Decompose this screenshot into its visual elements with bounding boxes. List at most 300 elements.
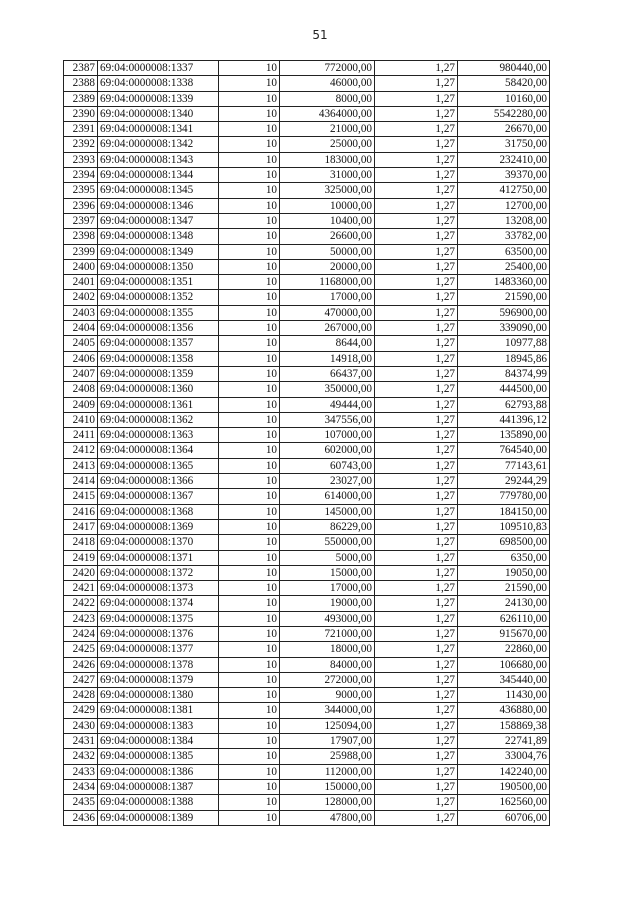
table-row bbox=[64, 764, 550, 779]
total-cell: 33782,00 bbox=[458, 229, 550, 244]
coefficient-cell: 1,27 bbox=[375, 458, 458, 473]
coefficient-cell: 1,27 bbox=[375, 290, 458, 305]
row-number-cell: 2418 bbox=[64, 535, 98, 550]
coefficient-cell: 1,27 bbox=[375, 244, 458, 259]
coefficient-cell: 1,27 bbox=[375, 382, 458, 397]
coefficient-cell: 1,27 bbox=[375, 764, 458, 779]
table-row bbox=[64, 106, 550, 121]
coefficient-cell: 1,27 bbox=[375, 581, 458, 596]
row-number-cell: 2421 bbox=[64, 581, 98, 596]
row-number-cell: 2399 bbox=[64, 244, 98, 259]
cadastral-value-cell: 20000,00 bbox=[280, 259, 375, 274]
rate-cell: 10 bbox=[219, 474, 280, 489]
row-number-cell: 2395 bbox=[64, 183, 98, 198]
cadastral-value-cell: 26600,00 bbox=[280, 229, 375, 244]
total-cell: 58420,00 bbox=[458, 76, 550, 91]
row-number-cell: 2411 bbox=[64, 428, 98, 443]
rate-cell: 10 bbox=[219, 443, 280, 458]
table-row bbox=[64, 458, 550, 473]
cadastral-number-cell: 69:04:0000008:1365 bbox=[98, 458, 219, 473]
rate-cell: 10 bbox=[219, 122, 280, 137]
coefficient-cell: 1,27 bbox=[375, 703, 458, 718]
rate-cell: 10 bbox=[219, 764, 280, 779]
cadastral-value-cell: 550000,00 bbox=[280, 535, 375, 550]
cadastral-number-cell: 69:04:0000008:1355 bbox=[98, 305, 219, 320]
cadastral-value-cell: 614000,00 bbox=[280, 489, 375, 504]
cadastral-value-cell: 325000,00 bbox=[280, 183, 375, 198]
cadastral-number-cell: 69:04:0000008:1386 bbox=[98, 764, 219, 779]
total-cell: 6350,00 bbox=[458, 550, 550, 565]
total-cell: 29244,29 bbox=[458, 474, 550, 489]
cadastral-number-cell: 69:04:0000008:1343 bbox=[98, 152, 219, 167]
row-number-cell: 2429 bbox=[64, 703, 98, 718]
cadastral-value-cell: 8644,00 bbox=[280, 336, 375, 351]
rate-cell: 10 bbox=[219, 565, 280, 580]
table-row bbox=[64, 61, 550, 76]
table-row bbox=[64, 642, 550, 657]
row-number-cell: 2388 bbox=[64, 76, 98, 91]
coefficient-cell: 1,27 bbox=[375, 489, 458, 504]
total-cell: 444500,00 bbox=[458, 382, 550, 397]
cadastral-value-cell: 107000,00 bbox=[280, 428, 375, 443]
rate-cell: 10 bbox=[219, 672, 280, 687]
total-cell: 626110,00 bbox=[458, 611, 550, 626]
total-cell: 915670,00 bbox=[458, 626, 550, 641]
cadastral-value-cell: 10000,00 bbox=[280, 198, 375, 213]
cadastral-value-cell: 49444,00 bbox=[280, 397, 375, 412]
coefficient-cell: 1,27 bbox=[375, 428, 458, 443]
row-number-cell: 2409 bbox=[64, 397, 98, 412]
cadastral-value-cell: 66437,00 bbox=[280, 366, 375, 381]
table-row bbox=[64, 749, 550, 764]
total-cell: 190500,00 bbox=[458, 779, 550, 794]
total-cell: 162560,00 bbox=[458, 795, 550, 810]
table-row bbox=[64, 657, 550, 672]
cadastral-value-cell: 347556,00 bbox=[280, 412, 375, 427]
row-number-cell: 2432 bbox=[64, 749, 98, 764]
cadastral-number-cell: 69:04:0000008:1373 bbox=[98, 581, 219, 596]
table-row bbox=[64, 122, 550, 137]
total-cell: 339090,00 bbox=[458, 321, 550, 336]
coefficient-cell: 1,27 bbox=[375, 672, 458, 687]
row-number-cell: 2436 bbox=[64, 810, 98, 825]
total-cell: 5542280,00 bbox=[458, 106, 550, 121]
cadastral-number-cell: 69:04:0000008:1367 bbox=[98, 489, 219, 504]
rate-cell: 10 bbox=[219, 382, 280, 397]
coefficient-cell: 1,27 bbox=[375, 611, 458, 626]
cadastral-number-cell: 69:04:0000008:1385 bbox=[98, 749, 219, 764]
total-cell: 345440,00 bbox=[458, 672, 550, 687]
rate-cell: 10 bbox=[219, 76, 280, 91]
table-row bbox=[64, 810, 550, 825]
rate-cell: 10 bbox=[219, 688, 280, 703]
row-number-cell: 2414 bbox=[64, 474, 98, 489]
table-row bbox=[64, 474, 550, 489]
row-number-cell: 2401 bbox=[64, 275, 98, 290]
table-row bbox=[64, 198, 550, 213]
row-number-cell: 2405 bbox=[64, 336, 98, 351]
cadastral-number-cell: 69:04:0000008:1371 bbox=[98, 550, 219, 565]
rate-cell: 10 bbox=[219, 734, 280, 749]
rate-cell: 10 bbox=[219, 519, 280, 534]
table-row bbox=[64, 183, 550, 198]
rate-cell: 10 bbox=[219, 749, 280, 764]
cadastral-number-cell: 69:04:0000008:1370 bbox=[98, 535, 219, 550]
table-row bbox=[64, 275, 550, 290]
total-cell: 77143,61 bbox=[458, 458, 550, 473]
cadastral-value-cell: 25988,00 bbox=[280, 749, 375, 764]
total-cell: 21590,00 bbox=[458, 290, 550, 305]
table-row bbox=[64, 779, 550, 794]
total-cell: 11430,00 bbox=[458, 688, 550, 703]
cadastral-value-cell: 344000,00 bbox=[280, 703, 375, 718]
row-number-cell: 2398 bbox=[64, 229, 98, 244]
total-cell: 12700,00 bbox=[458, 198, 550, 213]
coefficient-cell: 1,27 bbox=[375, 168, 458, 183]
row-number-cell: 2393 bbox=[64, 152, 98, 167]
table-row bbox=[64, 581, 550, 596]
row-number-cell: 2417 bbox=[64, 519, 98, 534]
coefficient-cell: 1,27 bbox=[375, 137, 458, 152]
coefficient-cell: 1,27 bbox=[375, 76, 458, 91]
table-row bbox=[64, 152, 550, 167]
row-number-cell: 2403 bbox=[64, 305, 98, 320]
row-number-cell: 2402 bbox=[64, 290, 98, 305]
table-row bbox=[64, 688, 550, 703]
total-cell: 779780,00 bbox=[458, 489, 550, 504]
total-cell: 84374,99 bbox=[458, 366, 550, 381]
table-row bbox=[64, 290, 550, 305]
total-cell: 106680,00 bbox=[458, 657, 550, 672]
rate-cell: 10 bbox=[219, 795, 280, 810]
cadastral-value-cell: 15000,00 bbox=[280, 565, 375, 580]
total-cell: 13208,00 bbox=[458, 213, 550, 228]
rate-cell: 10 bbox=[219, 535, 280, 550]
table-row bbox=[64, 428, 550, 443]
coefficient-cell: 1,27 bbox=[375, 657, 458, 672]
cadastral-number-cell: 69:04:0000008:1368 bbox=[98, 504, 219, 519]
row-number-cell: 2428 bbox=[64, 688, 98, 703]
table-row bbox=[64, 734, 550, 749]
cadastral-number-cell: 69:04:0000008:1341 bbox=[98, 122, 219, 137]
cadastral-value-cell: 86229,00 bbox=[280, 519, 375, 534]
rate-cell: 10 bbox=[219, 810, 280, 825]
cadastral-number-cell: 69:04:0000008:1369 bbox=[98, 519, 219, 534]
total-cell: 232410,00 bbox=[458, 152, 550, 167]
coefficient-cell: 1,27 bbox=[375, 213, 458, 228]
table-row bbox=[64, 91, 550, 106]
total-cell: 412750,00 bbox=[458, 183, 550, 198]
cadastral-number-cell: 69:04:0000008:1359 bbox=[98, 366, 219, 381]
coefficient-cell: 1,27 bbox=[375, 474, 458, 489]
cadastral-value-cell: 350000,00 bbox=[280, 382, 375, 397]
rate-cell: 10 bbox=[219, 137, 280, 152]
cadastral-value-cell: 267000,00 bbox=[280, 321, 375, 336]
page-number: 51 bbox=[312, 28, 328, 42]
row-number-cell: 2400 bbox=[64, 259, 98, 274]
table-row bbox=[64, 244, 550, 259]
cadastral-number-cell: 69:04:0000008:1378 bbox=[98, 657, 219, 672]
row-number-cell: 2419 bbox=[64, 550, 98, 565]
cadastral-value-cell: 50000,00 bbox=[280, 244, 375, 259]
total-cell: 24130,00 bbox=[458, 596, 550, 611]
cadastral-number-cell: 69:04:0000008:1383 bbox=[98, 718, 219, 733]
row-number-cell: 2407 bbox=[64, 366, 98, 381]
cadastral-value-cell: 31000,00 bbox=[280, 168, 375, 183]
total-cell: 33004,76 bbox=[458, 749, 550, 764]
cadastral-number-cell: 69:04:0000008:1384 bbox=[98, 734, 219, 749]
cadastral-value-cell: 23027,00 bbox=[280, 474, 375, 489]
cadastral-number-cell: 69:04:0000008:1361 bbox=[98, 397, 219, 412]
cadastral-value-cell: 84000,00 bbox=[280, 657, 375, 672]
total-cell: 441396,12 bbox=[458, 412, 550, 427]
rate-cell: 10 bbox=[219, 703, 280, 718]
coefficient-cell: 1,27 bbox=[375, 229, 458, 244]
cadastral-value-cell: 150000,00 bbox=[280, 779, 375, 794]
cadastral-number-cell: 69:04:0000008:1375 bbox=[98, 611, 219, 626]
cadastral-value-cell: 19000,00 bbox=[280, 596, 375, 611]
coefficient-cell: 1,27 bbox=[375, 779, 458, 794]
table-row bbox=[64, 382, 550, 397]
cadastral-number-cell: 69:04:0000008:1377 bbox=[98, 642, 219, 657]
row-number-cell: 2415 bbox=[64, 489, 98, 504]
table-row bbox=[64, 489, 550, 504]
cadastral-number-cell: 69:04:0000008:1350 bbox=[98, 259, 219, 274]
table-row bbox=[64, 229, 550, 244]
cadastral-number-cell: 69:04:0000008:1339 bbox=[98, 91, 219, 106]
table-row bbox=[64, 305, 550, 320]
cadastral-number-cell: 69:04:0000008:1347 bbox=[98, 213, 219, 228]
rate-cell: 10 bbox=[219, 718, 280, 733]
coefficient-cell: 1,27 bbox=[375, 122, 458, 137]
total-cell: 436880,00 bbox=[458, 703, 550, 718]
total-cell: 62793,88 bbox=[458, 397, 550, 412]
coefficient-cell: 1,27 bbox=[375, 795, 458, 810]
total-cell: 10160,00 bbox=[458, 91, 550, 106]
coefficient-cell: 1,27 bbox=[375, 275, 458, 290]
table-row bbox=[64, 213, 550, 228]
rate-cell: 10 bbox=[219, 489, 280, 504]
coefficient-cell: 1,27 bbox=[375, 565, 458, 580]
cadastral-number-cell: 69:04:0000008:1345 bbox=[98, 183, 219, 198]
row-number-cell: 2435 bbox=[64, 795, 98, 810]
coefficient-cell: 1,27 bbox=[375, 550, 458, 565]
total-cell: 10977,88 bbox=[458, 336, 550, 351]
total-cell: 22741,89 bbox=[458, 734, 550, 749]
rate-cell: 10 bbox=[219, 183, 280, 198]
rate-cell: 10 bbox=[219, 397, 280, 412]
coefficient-cell: 1,27 bbox=[375, 688, 458, 703]
cadastral-value-cell: 470000,00 bbox=[280, 305, 375, 320]
rate-cell: 10 bbox=[219, 642, 280, 657]
cadastral-value-cell: 145000,00 bbox=[280, 504, 375, 519]
coefficient-cell: 1,27 bbox=[375, 718, 458, 733]
row-number-cell: 2416 bbox=[64, 504, 98, 519]
coefficient-cell: 1,27 bbox=[375, 183, 458, 198]
coefficient-cell: 1,27 bbox=[375, 596, 458, 611]
rate-cell: 10 bbox=[219, 581, 280, 596]
cadastral-number-cell: 69:04:0000008:1360 bbox=[98, 382, 219, 397]
table-row bbox=[64, 504, 550, 519]
total-cell: 1483360,00 bbox=[458, 275, 550, 290]
row-number-cell: 2392 bbox=[64, 137, 98, 152]
table-row bbox=[64, 336, 550, 351]
cadastral-number-cell: 69:04:0000008:1363 bbox=[98, 428, 219, 443]
cadastral-value-cell: 21000,00 bbox=[280, 122, 375, 137]
coefficient-cell: 1,27 bbox=[375, 351, 458, 366]
row-number-cell: 2410 bbox=[64, 412, 98, 427]
total-cell: 31750,00 bbox=[458, 137, 550, 152]
total-cell: 25400,00 bbox=[458, 259, 550, 274]
rate-cell: 10 bbox=[219, 611, 280, 626]
cadastral-number-cell: 69:04:0000008:1376 bbox=[98, 626, 219, 641]
total-cell: 158869,38 bbox=[458, 718, 550, 733]
total-cell: 63500,00 bbox=[458, 244, 550, 259]
cadastral-number-cell: 69:04:0000008:1366 bbox=[98, 474, 219, 489]
cadastral-value-cell: 112000,00 bbox=[280, 764, 375, 779]
rate-cell: 10 bbox=[219, 61, 280, 76]
total-cell: 22860,00 bbox=[458, 642, 550, 657]
cadastral-value-cell: 14918,00 bbox=[280, 351, 375, 366]
rate-cell: 10 bbox=[219, 336, 280, 351]
table-body bbox=[64, 61, 550, 826]
row-number-cell: 2408 bbox=[64, 382, 98, 397]
coefficient-cell: 1,27 bbox=[375, 626, 458, 641]
row-number-cell: 2420 bbox=[64, 565, 98, 580]
cadastral-number-cell: 69:04:0000008:1351 bbox=[98, 275, 219, 290]
row-number-cell: 2424 bbox=[64, 626, 98, 641]
row-number-cell: 2397 bbox=[64, 213, 98, 228]
coefficient-cell: 1,27 bbox=[375, 91, 458, 106]
total-cell: 184150,00 bbox=[458, 504, 550, 519]
table-row bbox=[64, 703, 550, 718]
coefficient-cell: 1,27 bbox=[375, 504, 458, 519]
cadastral-value-cell: 8000,00 bbox=[280, 91, 375, 106]
row-number-cell: 2423 bbox=[64, 611, 98, 626]
rate-cell: 10 bbox=[219, 351, 280, 366]
rate-cell: 10 bbox=[219, 458, 280, 473]
rate-cell: 10 bbox=[219, 106, 280, 121]
table-row bbox=[64, 397, 550, 412]
rate-cell: 10 bbox=[219, 366, 280, 381]
cadastral-value-cell: 5000,00 bbox=[280, 550, 375, 565]
rate-cell: 10 bbox=[219, 626, 280, 641]
cadastral-number-cell: 69:04:0000008:1344 bbox=[98, 168, 219, 183]
cadastral-value-cell: 1168000,00 bbox=[280, 275, 375, 290]
row-number-cell: 2431 bbox=[64, 734, 98, 749]
rate-cell: 10 bbox=[219, 779, 280, 794]
total-cell: 596900,00 bbox=[458, 305, 550, 320]
rate-cell: 10 bbox=[219, 259, 280, 274]
rate-cell: 10 bbox=[219, 305, 280, 320]
cadastral-number-cell: 69:04:0000008:1337 bbox=[98, 61, 219, 76]
cadastral-value-cell: 272000,00 bbox=[280, 672, 375, 687]
rate-cell: 10 bbox=[219, 91, 280, 106]
coefficient-cell: 1,27 bbox=[375, 259, 458, 274]
cadastral-number-cell: 69:04:0000008:1387 bbox=[98, 779, 219, 794]
cadastral-value-cell: 721000,00 bbox=[280, 626, 375, 641]
table-row bbox=[64, 321, 550, 336]
table-row bbox=[64, 565, 550, 580]
cadastral-number-cell: 69:04:0000008:1357 bbox=[98, 336, 219, 351]
cadastral-value-cell: 183000,00 bbox=[280, 152, 375, 167]
coefficient-cell: 1,27 bbox=[375, 152, 458, 167]
total-cell: 60706,00 bbox=[458, 810, 550, 825]
table-row bbox=[64, 795, 550, 810]
rate-cell: 10 bbox=[219, 213, 280, 228]
cadastral-value-cell: 47800,00 bbox=[280, 810, 375, 825]
total-cell: 19050,00 bbox=[458, 565, 550, 580]
cadastral-number-cell: 69:04:0000008:1362 bbox=[98, 412, 219, 427]
row-number-cell: 2433 bbox=[64, 764, 98, 779]
coefficient-cell: 1,27 bbox=[375, 397, 458, 412]
rate-cell: 10 bbox=[219, 275, 280, 290]
cadastral-value-cell: 602000,00 bbox=[280, 443, 375, 458]
row-number-cell: 2389 bbox=[64, 91, 98, 106]
row-number-cell: 2391 bbox=[64, 122, 98, 137]
rate-cell: 10 bbox=[219, 504, 280, 519]
table-row bbox=[64, 412, 550, 427]
cadastral-number-cell: 69:04:0000008:1372 bbox=[98, 565, 219, 580]
rate-cell: 10 bbox=[219, 550, 280, 565]
cadastral-value-cell: 128000,00 bbox=[280, 795, 375, 810]
table-row bbox=[64, 137, 550, 152]
rate-cell: 10 bbox=[219, 428, 280, 443]
coefficient-cell: 1,27 bbox=[375, 443, 458, 458]
table-row bbox=[64, 519, 550, 534]
coefficient-cell: 1,27 bbox=[375, 106, 458, 121]
row-number-cell: 2427 bbox=[64, 672, 98, 687]
cadastral-value-cell: 60743,00 bbox=[280, 458, 375, 473]
cadastral-number-cell: 69:04:0000008:1389 bbox=[98, 810, 219, 825]
cadastral-number-cell: 69:04:0000008:1356 bbox=[98, 321, 219, 336]
total-cell: 135890,00 bbox=[458, 428, 550, 443]
coefficient-cell: 1,27 bbox=[375, 734, 458, 749]
row-number-cell: 2425 bbox=[64, 642, 98, 657]
row-number-cell: 2390 bbox=[64, 106, 98, 121]
rate-cell: 10 bbox=[219, 657, 280, 672]
cadastral-number-cell: 69:04:0000008:1380 bbox=[98, 688, 219, 703]
total-cell: 980440,00 bbox=[458, 61, 550, 76]
table-row bbox=[64, 718, 550, 733]
cadastral-value-cell: 46000,00 bbox=[280, 76, 375, 91]
table-row bbox=[64, 351, 550, 366]
row-number-cell: 2430 bbox=[64, 718, 98, 733]
coefficient-cell: 1,27 bbox=[375, 366, 458, 381]
cadastral-value-cell: 25000,00 bbox=[280, 137, 375, 152]
coefficient-cell: 1,27 bbox=[375, 198, 458, 213]
coefficient-cell: 1,27 bbox=[375, 749, 458, 764]
coefficient-cell: 1,27 bbox=[375, 535, 458, 550]
rate-cell: 10 bbox=[219, 596, 280, 611]
cadastral-number-cell: 69:04:0000008:1379 bbox=[98, 672, 219, 687]
cadastral-number-cell: 69:04:0000008:1346 bbox=[98, 198, 219, 213]
coefficient-cell: 1,27 bbox=[375, 336, 458, 351]
cadastral-number-cell: 69:04:0000008:1349 bbox=[98, 244, 219, 259]
cadastral-number-cell: 69:04:0000008:1364 bbox=[98, 443, 219, 458]
total-cell: 26670,00 bbox=[458, 122, 550, 137]
row-number-cell: 2413 bbox=[64, 458, 98, 473]
cadastral-number-cell: 69:04:0000008:1340 bbox=[98, 106, 219, 121]
rate-cell: 10 bbox=[219, 244, 280, 259]
coefficient-cell: 1,27 bbox=[375, 321, 458, 336]
cadastral-number-cell: 69:04:0000008:1388 bbox=[98, 795, 219, 810]
cadastral-value-cell: 493000,00 bbox=[280, 611, 375, 626]
coefficient-cell: 1,27 bbox=[375, 642, 458, 657]
coefficient-cell: 1,27 bbox=[375, 305, 458, 320]
table-row bbox=[64, 611, 550, 626]
cadastral-value-cell: 17000,00 bbox=[280, 290, 375, 305]
